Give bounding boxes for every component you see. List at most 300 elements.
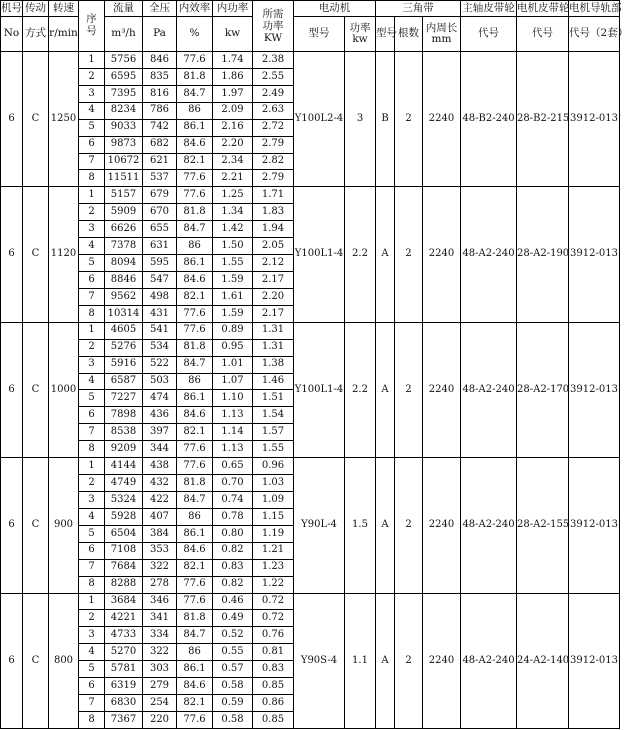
- vbelt-length-cell: 2240: [423, 458, 461, 593]
- flow-cell: 9873: [105, 136, 143, 153]
- header-motor-power: [345, 17, 376, 52]
- flow-cell: 7378: [105, 238, 143, 255]
- seq-cell: 4: [79, 508, 105, 525]
- pressure-cell: 438: [143, 458, 177, 475]
- required-power-cell: 1.38: [253, 356, 294, 373]
- flow-cell: 6626: [105, 221, 143, 238]
- seq-cell: 5: [79, 255, 105, 272]
- vbelt-length-cell: 2240: [423, 187, 461, 322]
- required-power-cell: 1.57: [253, 424, 294, 441]
- header-drive: 传动: [23, 1, 49, 17]
- required-power-cell: 0.86: [253, 695, 294, 712]
- flow-cell: 5928: [105, 508, 143, 525]
- efficiency-cell: 84.6: [177, 271, 213, 288]
- pressure-cell: 353: [143, 542, 177, 559]
- pressure-cell: 384: [143, 525, 177, 542]
- header-required-power-unit: KW: [263, 31, 283, 44]
- flow-cell: 7367: [105, 711, 143, 728]
- vbelt-length-cell: 2240: [423, 52, 461, 187]
- efficiency-cell: 84.7: [177, 221, 213, 238]
- efficiency-cell: 77.6: [177, 170, 213, 187]
- vbelt-count-cell: 2: [395, 187, 423, 322]
- flow-cell: 6504: [105, 525, 143, 542]
- header-vbelt-length: [423, 17, 461, 52]
- header-vbelt-length-unit: mm: [431, 33, 452, 45]
- drive-cell: C: [23, 593, 49, 729]
- efficiency-cell: 82.1: [177, 424, 213, 441]
- flow-cell: 7227: [105, 390, 143, 407]
- internal-power-cell: 1.07: [213, 373, 253, 390]
- pressure-cell: 534: [143, 339, 177, 356]
- required-power-cell: 1.03: [253, 475, 294, 492]
- pressure-cell: 835: [143, 68, 177, 85]
- flow-cell: 4605: [105, 322, 143, 339]
- motor-rail-cell: 3912-013: [569, 458, 620, 593]
- flow-cell: 7898: [105, 407, 143, 424]
- machine-no-cell: 6: [1, 458, 23, 593]
- motor-model-cell: Y100L1-4: [294, 187, 345, 322]
- internal-power-cell: 2.16: [213, 119, 253, 136]
- vbelt-count-cell: 2: [395, 593, 423, 729]
- motor-power-cell: 2.2: [345, 187, 376, 322]
- required-power-cell: 2.79: [253, 170, 294, 187]
- vbelt-model-cell: A: [376, 187, 395, 322]
- speed-cell: 1000: [49, 322, 79, 457]
- spindle-pulley-cell: 48-A2-240: [461, 593, 517, 729]
- seq-cell: 8: [79, 576, 105, 593]
- efficiency-cell: 82.1: [177, 695, 213, 712]
- vbelt-length-cell: 2240: [423, 593, 461, 729]
- efficiency-cell: 82.1: [177, 559, 213, 576]
- seq-cell: 4: [79, 238, 105, 255]
- efficiency-cell: 86.1: [177, 525, 213, 542]
- pressure-cell: 682: [143, 136, 177, 153]
- drive-cell: C: [23, 52, 49, 187]
- internal-power-cell: 1.25: [213, 187, 253, 204]
- header-spindle-pulley: 主轴皮带轮: [461, 1, 517, 17]
- vbelt-count-cell: 2: [395, 52, 423, 187]
- seq-cell: 4: [79, 373, 105, 390]
- pressure-cell: 522: [143, 356, 177, 373]
- motor-power-cell: 3: [345, 52, 376, 187]
- flow-cell: 6595: [105, 68, 143, 85]
- speed-cell: 800: [49, 593, 79, 729]
- internal-power-cell: 0.82: [213, 576, 253, 593]
- efficiency-cell: 86.1: [177, 390, 213, 407]
- required-power-cell: 2.63: [253, 102, 294, 119]
- internal-power-cell: 0.78: [213, 508, 253, 525]
- efficiency-cell: 77.6: [177, 576, 213, 593]
- header-vbelt: 三角带: [376, 1, 461, 17]
- internal-power-cell: 1.13: [213, 407, 253, 424]
- required-power-cell: 1.09: [253, 491, 294, 508]
- pressure-cell: 742: [143, 119, 177, 136]
- seq-cell: 5: [79, 661, 105, 678]
- header-speed-sub: r/min: [49, 17, 79, 52]
- internal-power-cell: 1.42: [213, 221, 253, 238]
- efficiency-cell: 77.6: [177, 52, 213, 69]
- seq-cell: 6: [79, 271, 105, 288]
- header-motor-pulley-code: 代号: [517, 17, 569, 52]
- pressure-cell: 303: [143, 661, 177, 678]
- efficiency-cell: 86: [177, 373, 213, 390]
- required-power-cell: 2.12: [253, 255, 294, 272]
- table-row: [1, 322, 620, 339]
- header-motor-model: 型号: [294, 17, 345, 52]
- seq-cell: 7: [79, 288, 105, 305]
- internal-power-cell: 0.80: [213, 525, 253, 542]
- seq-cell: 6: [79, 678, 105, 695]
- header-flow-unit: m³/h: [105, 17, 143, 52]
- efficiency-cell: 84.6: [177, 678, 213, 695]
- pressure-cell: 846: [143, 52, 177, 69]
- pressure-cell: 436: [143, 407, 177, 424]
- table-row: [1, 593, 620, 610]
- internal-power-cell: 0.57: [213, 661, 253, 678]
- seq-cell: 5: [79, 525, 105, 542]
- internal-power-cell: 1.01: [213, 356, 253, 373]
- table-row: [1, 458, 620, 475]
- flow-cell: 7108: [105, 542, 143, 559]
- seq-cell: 5: [79, 390, 105, 407]
- vbelt-length-cell: 2240: [423, 322, 461, 457]
- flow-cell: 4144: [105, 458, 143, 475]
- seq-cell: 3: [79, 356, 105, 373]
- required-power-cell: 2.20: [253, 288, 294, 305]
- motor-model-cell: Y90S-4: [294, 593, 345, 729]
- required-power-cell: 1.23: [253, 559, 294, 576]
- seq-cell: 8: [79, 711, 105, 728]
- seq-cell: 3: [79, 491, 105, 508]
- drive-cell: C: [23, 322, 49, 457]
- machine-no-cell: 6: [1, 52, 23, 187]
- efficiency-cell: 81.8: [177, 68, 213, 85]
- table-header: [1, 1, 628, 52]
- vbelt-model-cell: A: [376, 458, 395, 593]
- seq-cell: 6: [79, 136, 105, 153]
- internal-power-cell: 1.34: [213, 204, 253, 221]
- pressure-cell: 631: [143, 238, 177, 255]
- vbelt-model-cell: A: [376, 593, 395, 729]
- efficiency-cell: 77.6: [177, 441, 213, 458]
- flow-cell: 9209: [105, 441, 143, 458]
- seq-cell: 1: [79, 52, 105, 69]
- efficiency-cell: 86: [177, 644, 213, 661]
- pressure-cell: 422: [143, 491, 177, 508]
- efficiency-cell: 77.6: [177, 711, 213, 728]
- required-power-cell: 1.19: [253, 525, 294, 542]
- required-power-cell: 1.71: [253, 187, 294, 204]
- efficiency-cell: 77.6: [177, 305, 213, 322]
- efficiency-cell: 84.6: [177, 542, 213, 559]
- flow-cell: 5270: [105, 644, 143, 661]
- drive-cell: C: [23, 187, 49, 322]
- seq-cell: 1: [79, 187, 105, 204]
- efficiency-cell: 84.6: [177, 136, 213, 153]
- required-power-cell: 1.15: [253, 508, 294, 525]
- internal-power-cell: 0.52: [213, 627, 253, 644]
- internal-power-cell: 1.74: [213, 52, 253, 69]
- efficiency-cell: 84.7: [177, 85, 213, 102]
- flow-cell: 4733: [105, 627, 143, 644]
- seq-cell: 4: [79, 644, 105, 661]
- required-power-cell: 0.85: [253, 678, 294, 695]
- machine-no-cell: 6: [1, 322, 23, 457]
- flow-cell: 8288: [105, 576, 143, 593]
- efficiency-cell: 86.1: [177, 255, 213, 272]
- motor-rail-cell: 3912-013: [569, 187, 620, 322]
- pressure-cell: 346: [143, 593, 177, 610]
- header-machine-no-sub: No: [1, 17, 23, 52]
- flow-cell: 10672: [105, 153, 143, 170]
- motor-pulley-cell: 24-A2-140: [517, 593, 569, 729]
- internal-power-cell: 2.09: [213, 102, 253, 119]
- spindle-pulley-cell: 48-A2-240: [461, 458, 517, 593]
- pressure-cell: 621: [143, 153, 177, 170]
- header-flow: 流量: [105, 1, 143, 17]
- motor-rail-cell: 3912-013: [569, 593, 620, 729]
- internal-power-cell: 1.13: [213, 441, 253, 458]
- spindle-pulley-cell: 48-A2-240: [461, 322, 517, 457]
- required-power-cell: 0.81: [253, 644, 294, 661]
- pressure-cell: 498: [143, 288, 177, 305]
- table-body: [1, 52, 620, 729]
- efficiency-cell: 82.1: [177, 153, 213, 170]
- header-vbelt-length-label: 内周长: [425, 21, 458, 34]
- pressure-cell: 541: [143, 322, 177, 339]
- efficiency-cell: 77.6: [177, 458, 213, 475]
- header-vbelt-count: 根数: [395, 17, 423, 52]
- header-motor-rail-code: 代号（2套）: [569, 17, 620, 52]
- pressure-cell: 397: [143, 424, 177, 441]
- required-power-cell: 1.54: [253, 407, 294, 424]
- motor-rail-cell: 3912-013: [569, 52, 620, 187]
- seq-cell: 2: [79, 339, 105, 356]
- required-power-cell: 1.31: [253, 339, 294, 356]
- required-power-cell: 2.05: [253, 238, 294, 255]
- pressure-cell: 816: [143, 85, 177, 102]
- pressure-cell: 432: [143, 475, 177, 492]
- motor-pulley-cell: 28-A2-170: [517, 322, 569, 457]
- pressure-cell: 655: [143, 221, 177, 238]
- seq-cell: 2: [79, 204, 105, 221]
- pressure-cell: 220: [143, 711, 177, 728]
- internal-power-cell: 0.49: [213, 610, 253, 627]
- internal-power-cell: 1.86: [213, 68, 253, 85]
- header-motor: 电动机: [294, 1, 376, 17]
- motor-rail-cell: 3912-013: [569, 322, 620, 457]
- internal-power-cell: 0.95: [213, 339, 253, 356]
- required-power-cell: 1.94: [253, 221, 294, 238]
- flow-cell: 8538: [105, 424, 143, 441]
- motor-power-cell: 1.5: [345, 458, 376, 593]
- flow-cell: 5916: [105, 356, 143, 373]
- internal-power-cell: 2.20: [213, 136, 253, 153]
- internal-power-cell: 0.82: [213, 542, 253, 559]
- header-required-power: [253, 1, 294, 52]
- pressure-cell: 322: [143, 559, 177, 576]
- flow-cell: 6830: [105, 695, 143, 712]
- pressure-cell: 407: [143, 508, 177, 525]
- header-efficiency-unit: %: [177, 17, 213, 52]
- seq-cell: 7: [79, 695, 105, 712]
- flow-cell: 5909: [105, 204, 143, 221]
- flow-cell: 8234: [105, 102, 143, 119]
- seq-cell: 1: [79, 593, 105, 610]
- header-machine-no: 机号: [1, 1, 23, 17]
- header-spindle-pulley-code: 代号: [461, 17, 517, 52]
- pressure-cell: 547: [143, 271, 177, 288]
- required-power-cell: 1.31: [253, 322, 294, 339]
- seq-cell: 2: [79, 610, 105, 627]
- header-motor-power-unit: kw: [352, 33, 368, 45]
- flow-cell: 3684: [105, 593, 143, 610]
- pressure-cell: 279: [143, 678, 177, 695]
- pressure-cell: 334: [143, 627, 177, 644]
- internal-power-cell: 0.65: [213, 458, 253, 475]
- seq-cell: 5: [79, 119, 105, 136]
- internal-power-cell: 0.46: [213, 593, 253, 610]
- spindle-pulley-cell: 48-A2-240: [461, 187, 517, 322]
- seq-cell: 6: [79, 542, 105, 559]
- flow-cell: 5756: [105, 52, 143, 69]
- required-power-cell: 2.38: [253, 52, 294, 69]
- header-internal-power: 内功率: [213, 1, 253, 17]
- header-seq-label: 序号: [86, 13, 97, 37]
- header-motor-pulley: 电机皮带轮: [517, 1, 569, 17]
- seq-cell: 6: [79, 407, 105, 424]
- required-power-cell: 2.82: [253, 153, 294, 170]
- flow-cell: 6587: [105, 373, 143, 390]
- flow-cell: 9033: [105, 119, 143, 136]
- internal-power-cell: 0.74: [213, 491, 253, 508]
- pressure-cell: 670: [143, 204, 177, 221]
- flow-cell: 5157: [105, 187, 143, 204]
- efficiency-cell: 84.7: [177, 491, 213, 508]
- internal-power-cell: 1.59: [213, 305, 253, 322]
- flow-cell: 8846: [105, 271, 143, 288]
- pressure-cell: 503: [143, 373, 177, 390]
- flow-cell: 7684: [105, 559, 143, 576]
- seq-cell: 4: [79, 102, 105, 119]
- internal-power-cell: 1.61: [213, 288, 253, 305]
- internal-power-cell: 0.58: [213, 711, 253, 728]
- internal-power-cell: 0.83: [213, 559, 253, 576]
- header-vbelt-model: 型号: [376, 17, 395, 52]
- header-motor-rail: 电机导轨部: [569, 1, 620, 17]
- motor-power-cell: 1.1: [345, 593, 376, 729]
- efficiency-cell: 86.1: [177, 119, 213, 136]
- flow-cell: 5781: [105, 661, 143, 678]
- pressure-cell: 341: [143, 610, 177, 627]
- internal-power-cell: 1.59: [213, 271, 253, 288]
- vbelt-model-cell: A: [376, 322, 395, 457]
- efficiency-cell: 86: [177, 238, 213, 255]
- required-power-cell: 0.96: [253, 458, 294, 475]
- header-drive-sub: 方式: [23, 17, 49, 52]
- header-pressure-unit: Pa: [143, 17, 177, 52]
- motor-model-cell: Y90L-4: [294, 458, 345, 593]
- efficiency-cell: 86: [177, 508, 213, 525]
- machine-no-cell: 6: [1, 187, 23, 322]
- internal-power-cell: 0.70: [213, 475, 253, 492]
- header-motor-power-label: 功率: [349, 21, 371, 34]
- flow-cell: 8094: [105, 255, 143, 272]
- efficiency-cell: 84.7: [177, 356, 213, 373]
- efficiency-cell: 81.8: [177, 339, 213, 356]
- internal-power-cell: 0.89: [213, 322, 253, 339]
- internal-power-cell: 1.50: [213, 238, 253, 255]
- pressure-cell: 474: [143, 390, 177, 407]
- internal-power-cell: 2.34: [213, 153, 253, 170]
- flow-cell: 6319: [105, 678, 143, 695]
- seq-cell: 3: [79, 221, 105, 238]
- seq-cell: 3: [79, 85, 105, 102]
- efficiency-cell: 81.8: [177, 204, 213, 221]
- efficiency-cell: 77.6: [177, 187, 213, 204]
- motor-power-cell: 2.2: [345, 322, 376, 457]
- flow-cell: 7395: [105, 85, 143, 102]
- seq-cell: 3: [79, 627, 105, 644]
- vbelt-count-cell: 2: [395, 322, 423, 457]
- machine-no-cell: 6: [1, 593, 23, 729]
- seq-cell: 2: [79, 68, 105, 85]
- pressure-cell: 278: [143, 576, 177, 593]
- seq-cell: 8: [79, 441, 105, 458]
- efficiency-cell: 86: [177, 102, 213, 119]
- efficiency-cell: 81.8: [177, 475, 213, 492]
- internal-power-cell: 1.14: [213, 424, 253, 441]
- required-power-cell: 2.79: [253, 136, 294, 153]
- internal-power-cell: 1.55: [213, 255, 253, 272]
- motor-model-cell: Y100L1-4: [294, 322, 345, 457]
- required-power-cell: 2.17: [253, 305, 294, 322]
- required-power-cell: 0.72: [253, 593, 294, 610]
- efficiency-cell: 84.7: [177, 627, 213, 644]
- internal-power-cell: 0.59: [213, 695, 253, 712]
- seq-cell: 7: [79, 559, 105, 576]
- table-row: [1, 52, 620, 69]
- header-seq: [79, 1, 105, 52]
- efficiency-cell: 84.6: [177, 407, 213, 424]
- pressure-cell: 786: [143, 102, 177, 119]
- required-power-cell: 2.17: [253, 271, 294, 288]
- pressure-cell: 254: [143, 695, 177, 712]
- seq-cell: 7: [79, 153, 105, 170]
- pressure-cell: 322: [143, 644, 177, 661]
- required-power-cell: 1.21: [253, 542, 294, 559]
- internal-power-cell: 1.10: [213, 390, 253, 407]
- pressure-cell: 431: [143, 305, 177, 322]
- flow-cell: 4749: [105, 475, 143, 492]
- internal-power-cell: 0.55: [213, 644, 253, 661]
- seq-cell: 1: [79, 322, 105, 339]
- efficiency-cell: 81.8: [177, 610, 213, 627]
- efficiency-cell: 82.1: [177, 288, 213, 305]
- seq-cell: 2: [79, 475, 105, 492]
- required-power-cell: 2.72: [253, 119, 294, 136]
- seq-cell: 8: [79, 170, 105, 187]
- header-internal-power-unit: kw: [213, 17, 253, 52]
- drive-cell: C: [23, 458, 49, 593]
- pressure-cell: 537: [143, 170, 177, 187]
- seq-cell: 7: [79, 424, 105, 441]
- header-required-power-label: 所需功率: [262, 8, 284, 33]
- required-power-cell: 0.83: [253, 661, 294, 678]
- internal-power-cell: 2.21: [213, 170, 253, 187]
- header-efficiency: 内效率: [177, 1, 213, 17]
- internal-power-cell: 1.97: [213, 85, 253, 102]
